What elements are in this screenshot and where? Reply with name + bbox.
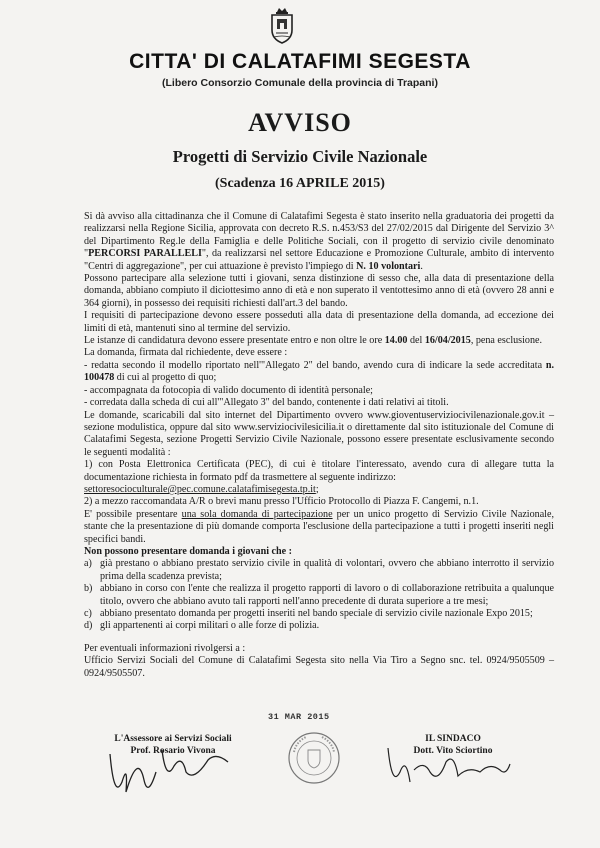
paragraph-single-application: E' possibile presentare una sola domanda di partecipazione per un unico progetto di Servizio Civile Nazionale, stante che la presentazione di più domande comporta l'esclusione della partecipazione a tutti i progetti inseriti negli specifici bandi. [84, 508, 554, 545]
notice-body [84, 211, 554, 680]
project-name: PERCORSI PARALLELI [88, 248, 202, 260]
list-item: d) gli appartenenti ai corpi militari o alle forze di polizia. [84, 620, 320, 632]
paragraph-submission: Le domande, scaricabili dal sito internet del Dipartimento ovvero www.gioventuserviziocivilenazionale.gov.it – sezione modulistica, oppure dal sito www.serviziocivilesicilia.it o direttamente dal sito istituzionale del Comune di Calatafimi Segesta, sezione Progetti Servizio Civile Nazionale, possono essere presentate esclusivamente secondo le seguenti modalità : [84, 409, 554, 458]
municipal-crest-icon [268, 6, 296, 44]
pec-email-link[interactable]: settoresocioculturale@pec.comune.calatafimisegesta.tp.it [84, 483, 316, 495]
paragraph-application: La domanda, firmata dal richiedente, deve essere : [84, 347, 288, 359]
paragraph-requirements: I requisiti di partecipazione devono essere posseduti alla data di presentazione della domanda, ad eccezione dei limiti di età, mantenuti sino al termine del servizio. [84, 310, 554, 334]
volunteers-count: N. 10 volontari [356, 260, 421, 272]
signatory-name: Dott. Vito Sciortino [413, 746, 493, 756]
municipal-seal-icon [286, 730, 342, 786]
list-item: - accompagnata da fotocopia di valido documento di identità personale; [84, 384, 373, 396]
signatory-name: Prof. Rosario Vivona [130, 746, 216, 756]
signatory-role: IL SINDACO [425, 734, 481, 744]
notice-deadline: (Scadenza 16 APRILE 2015) [215, 176, 385, 191]
info-contacts: Ufficio Servizi Sociali del Comune di Calatafimi Segesta sito nella Via Tiro a Segno snc. tel. 0924/9505509 – 0924/9505507. [84, 655, 554, 679]
list-item: - corredata dalla scheda di cui all'"Allegato 3" del bando, contenente i dati relativi ai titoli. [84, 397, 449, 409]
list-item: c) abbiano presentato domanda per progetti inseriti nel bando speciale di servizio civile nazionale Expo 2015; [84, 608, 533, 619]
city-title: CITTA' DI CALATAFIMI SEGESTA [129, 50, 471, 73]
notice-title: AVVISO [248, 108, 352, 137]
pec-address-line: settoresocioculturale@pec.comune.calatafimisegesta.tp.it; [84, 483, 319, 495]
method-pec: 1) con Posta Elettronica Certificata (PEC), di cui è titolare l'interessato, avendo cura di allegare tutta la documentazione richiesta in formato pdf da trasmettere al seguente indirizzo: [84, 459, 554, 483]
exclusion-heading: Non possono presentare domanda i giovani che : [84, 545, 292, 557]
date-stamp: 31 MAR 2015 [268, 712, 330, 722]
paragraph-eligibility: Possono partecipare alla selezione tutti i giovani, senza distinzione di sesso che, alla data di presentazione della domanda, abbiano compiuto il diciottesimo anno di età e non superato il ventottesimo anno di età (ovvero 28 anni e 364 giorni), in possesso dei requisiti richiesti dall'art.3 del bando. [84, 273, 554, 309]
paragraph-intro: Si dà avviso alla cittadinanza che il Comune di Calatafimi Segesta è stato inserito nella graduatoria dei progetti da realizzarsi nella Regione Sicilia, approvata con decreto R.S. n.453/S3 del 27/02/2015 dal Dirigente del Servizio 3^ del Dipartimento Reg.le della Famiglia e delle Politiche Sociali, con il progetto di servizio civile denominato "PERCORSI PARALLELI", da realizzarsi nel settore Educazione e Promozione Culturale, ambito di intervento "Centri di aggregazione", per cui attuazione è previsto l'impiego di N. 10 volontari. [84, 211, 555, 272]
consortium-subtitle: (Libero Consorzio Comunale della provincia di Trapani) [162, 77, 438, 89]
list-item: b) abbiano in corso con l'ente che realizza il progetto rapporti di lavoro o di collaborazione retribuita a qualunque titolo, ovvero che abbiano avuto tali rapporti nell'anno precedente di durata superiore a tre mesi; [84, 583, 554, 607]
method-mail: 2) a mezzo raccomandata A/R o brevi manu presso l'Ufficio Protocollo di Piazza F. Cangemi, n.1. [84, 496, 479, 508]
signatory-role: L'Assessore ai Servizi Sociali [114, 734, 232, 744]
handwritten-signature-icon [104, 742, 234, 802]
list-item: - redatta secondo il modello riportato nell'"Allegato 2" del bando, avendo cura di indicare la sede accreditata n. 100478 di cui al progetto di quo; [84, 359, 554, 384]
list-item: a) già prestano o abbiano prestato servizio civile in qualità di volontari, ovvero che abbiano interrotto il servizio prima della scadenza prevista; [84, 558, 554, 582]
paragraph-deadline: Le istanze di candidatura devono essere presentate entro e non oltre le ore 14.00 del 16/04/2015, pena esclusione. [84, 335, 543, 347]
info-intro: Per eventuali informazioni rivolgersi a : [84, 642, 246, 654]
notice-subject: Progetti di Servizio Civile Nazionale [172, 147, 428, 166]
handwritten-signature-icon [384, 742, 514, 792]
